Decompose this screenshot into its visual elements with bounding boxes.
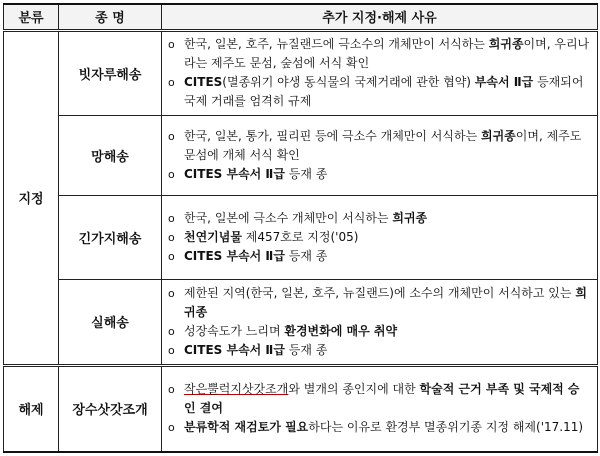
reason-text: CITES 부속서 Ⅱ급 등재 종 xyxy=(184,167,328,182)
table-row xyxy=(4,30,598,116)
bullet-icon: o xyxy=(168,343,175,357)
reason-text: 한국, 일본, 호주, 뉴질랜드에 극소수의 개체만이 서식하는 희귀종이며, 우리나라는 제주도 문섬, 숲섬에 서식 확인 xyxy=(184,37,590,71)
bullet-icon: o xyxy=(168,383,175,397)
reason-text: 성장속도가 느리며 환경변화에 매우 취약 xyxy=(184,323,398,338)
reason-text: 천연기념물 제457호로 지정('05) xyxy=(184,229,359,244)
species-name-cell: 긴가지해송 xyxy=(59,196,162,280)
reason-item xyxy=(168,35,591,73)
bullet-icon: o xyxy=(168,421,175,435)
bullet-icon: o xyxy=(168,211,175,225)
reason-item xyxy=(168,73,591,111)
table-header-row xyxy=(4,4,598,30)
reason-item xyxy=(168,418,591,437)
category-cell: 해제 xyxy=(4,365,59,452)
reason-text: 제한된 지역(한국, 일본, 호주, 뉴질랜드)에 소수의 개체만이 서식하고 있는 희귀종 xyxy=(184,285,587,319)
species-name-cell: 장수삿갓조개 xyxy=(59,365,162,452)
reason-text: 작은뿔럭지삿갓조개와 별개의 종인지에 대한 학술적 근거 부족 및 국제적 승인 결여 xyxy=(184,382,580,416)
table-row xyxy=(4,116,598,196)
reason-cell xyxy=(162,196,598,280)
reason-text: CITES 부속서 Ⅱ급 등재 종 xyxy=(184,342,328,357)
bullet-icon: o xyxy=(168,230,175,244)
bullet-icon: o xyxy=(168,76,175,90)
reason-cell xyxy=(162,116,598,196)
bullet-icon: o xyxy=(168,286,175,300)
reason-text: 분류학적 재검토가 필요하다는 이유로 환경부 멸종위기종 지정 해제('17.11) xyxy=(184,420,584,435)
header-reason: 추가 지정·해제 사유 xyxy=(162,4,598,30)
reason-item xyxy=(168,165,591,184)
species-name-cell: 망해송 xyxy=(59,116,162,196)
bullet-icon: o xyxy=(168,168,175,182)
reason-text: 한국, 일본, 통가, 필리핀 등에 극소수 개체만이 서식하는 희귀종이며, 제주도 문섬에 개체 서식 확인 xyxy=(184,129,582,163)
species-name-cell: 빗자루해송 xyxy=(59,30,162,116)
reason-item xyxy=(168,341,591,360)
species-name-cell: 실해송 xyxy=(59,279,162,365)
reason-text: 한국, 일본에 극소수 개체만이 서식하는 희귀종 xyxy=(184,210,428,225)
reason-item xyxy=(168,380,591,418)
reason-item xyxy=(168,127,591,165)
reason-item xyxy=(168,284,591,322)
reason-item xyxy=(168,322,591,341)
header-species: 종 명 xyxy=(59,4,162,30)
reason-cell xyxy=(162,365,598,452)
reason-text: CITES(멸종위기 야생 동식물의 국제거래에 관한 협약) 부속서 Ⅱ급 등재되어 국제 거래를 엄격히 규제 xyxy=(184,75,584,109)
bullet-icon: o xyxy=(168,38,175,52)
species-designation-table xyxy=(3,3,598,453)
bullet-icon: o xyxy=(168,130,175,144)
bullet-icon: o xyxy=(168,249,175,263)
reason-cell xyxy=(162,30,598,116)
reason-item xyxy=(168,209,591,228)
table-row xyxy=(4,365,598,452)
reason-text: CITES 부속서 Ⅱ급 등재 종 xyxy=(184,248,328,263)
bullet-icon: o xyxy=(168,324,175,338)
table-row xyxy=(4,196,598,280)
reason-item xyxy=(168,228,591,247)
reason-cell xyxy=(162,279,598,365)
header-category: 분류 xyxy=(4,4,59,30)
table-row xyxy=(4,279,598,365)
reason-item xyxy=(168,247,591,266)
category-cell: 지정 xyxy=(4,30,59,365)
